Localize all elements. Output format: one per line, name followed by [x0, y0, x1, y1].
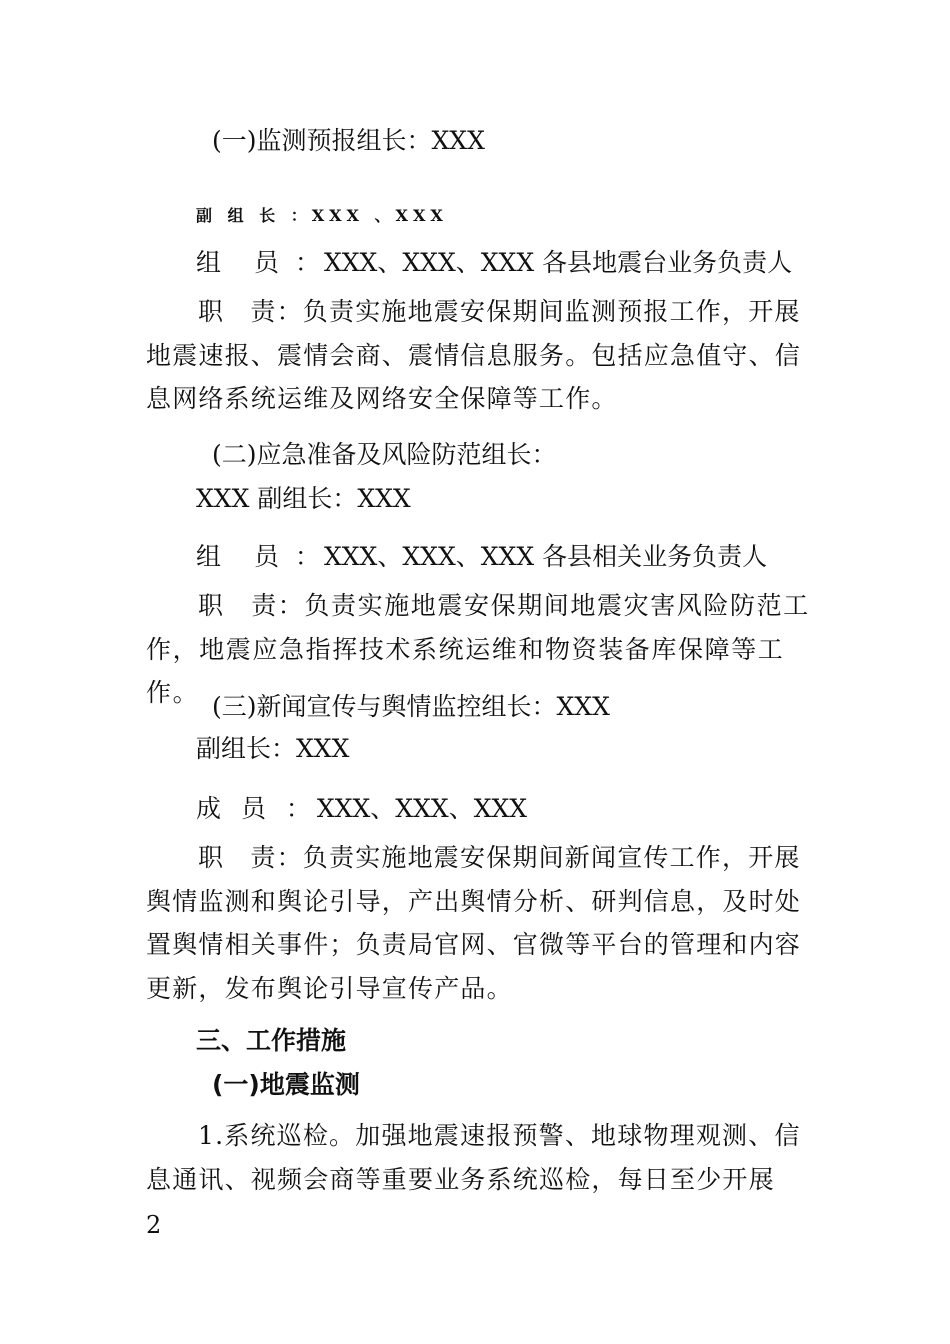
group1-members-label: 组 员 ： — [196, 248, 324, 277]
group1-duty: 职 责：负责实施地震安保期间监测预报工作，开展地震速报、震情会商、震情信息服务。包括应急值守、信息网络系统运维及网络安全保障等工作。 — [146, 297, 802, 413]
group2-members-value: XXX、XXX、XXX 各县相关业务负责人 — [323, 542, 768, 571]
group3-members — [196, 792, 527, 826]
section3-heading: 三、工作措施 — [196, 1026, 347, 1055]
section3-item1: 1.系统巡检。加强地震速报预警、地球物理观测、信息通讯、视频会商等重要业务系统巡检，每日至少开展 — [146, 1121, 801, 1194]
group3-heading: (三)新闻宣传与舆情监控组长：XXX — [212, 692, 610, 721]
section3-subheading: (一)地震监测 — [212, 1070, 360, 1099]
group3-duty: 职 责：负责实施地震安保期间新闻宣传工作，开展舆情监测和舆论引导，产出舆情分析、研判信息，及时处置舆情相关事件；负责局官网、官微等平台的管理和内容更新，发布舆论引导宣传产品。 — [146, 843, 802, 1003]
group1-deputy: 副 组 长 ：XXX 、XXX — [196, 206, 448, 225]
group2-members — [196, 540, 767, 574]
group2-duty: 职 责：负责实施地震安保期间地震灾害风险防范工作，地震应急指挥技术系统运维和物资装备库保障等工作。 — [146, 591, 810, 707]
group1-heading: (一)监测预报组长：XXX — [212, 126, 485, 155]
page-number: 2 — [146, 1211, 162, 1239]
group3-members-label: 成 员 ： — [196, 794, 317, 823]
group2-leader-deputy: XXX 副组长：XXX — [196, 484, 411, 513]
group2-heading: (二)应急准备及风险防范组长： — [212, 440, 557, 469]
group1-members — [196, 246, 792, 280]
group3-deputy: 副组长：XXX — [196, 734, 350, 763]
group2-members-label: 组 员 ： — [196, 542, 324, 571]
group3-members-value: XXX、XXX、XXX — [316, 794, 528, 823]
group1-members-value: XXX、XXX、XXX 各县地震台业务负责人 — [323, 248, 793, 277]
